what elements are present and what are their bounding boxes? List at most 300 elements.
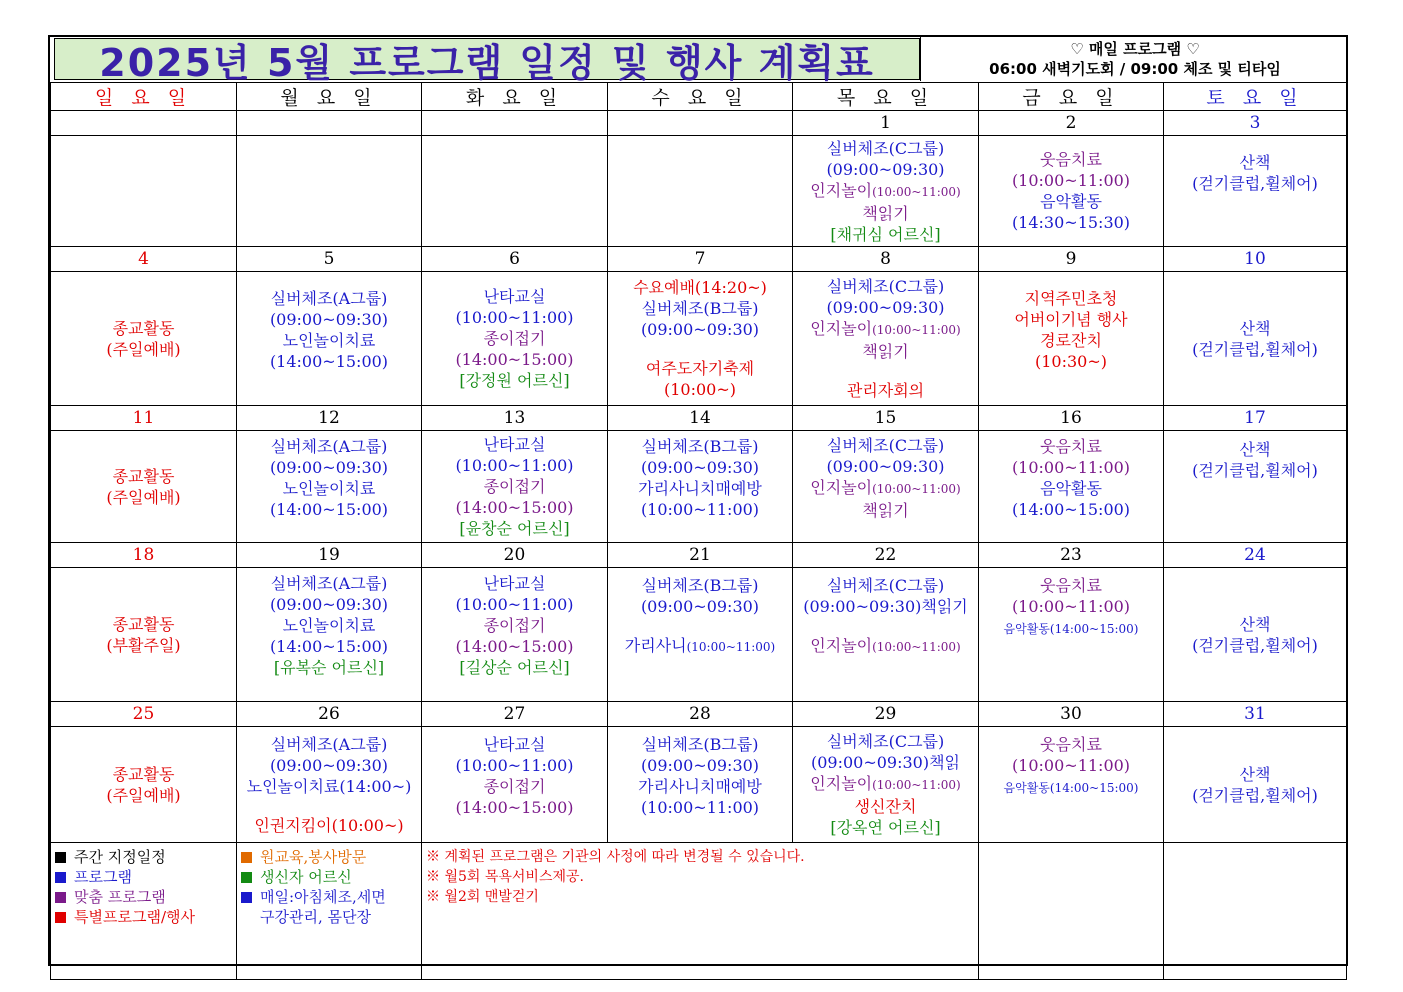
date-number: 21 bbox=[608, 543, 793, 568]
schedule-item bbox=[793, 477, 978, 500]
schedule-item bbox=[608, 734, 792, 755]
schedule-item bbox=[979, 640, 1163, 658]
schedule-cell-saturday bbox=[1164, 727, 1347, 843]
page-title: 2025년 5월 프로그램 일정 및 행사 계획표 bbox=[54, 38, 920, 80]
schedule-cell-tuesday bbox=[422, 727, 608, 843]
schedule-item bbox=[1164, 517, 1346, 535]
schedule-item bbox=[237, 309, 421, 330]
schedule-cell-tuesday bbox=[422, 568, 608, 702]
date-number: 26 bbox=[237, 702, 422, 727]
schedule-cell-sunday bbox=[51, 431, 237, 543]
schedule-item-text: [윤창순 어르신] bbox=[459, 519, 570, 538]
schedule-item-text: (걷기클럽,휠체어) bbox=[1192, 635, 1318, 655]
weekday-friday: 금 요 일 bbox=[979, 83, 1164, 111]
schedule-item-text: 노인놀이치료 bbox=[282, 330, 376, 350]
date-number: 10 bbox=[1164, 247, 1347, 272]
schedule-item bbox=[422, 734, 607, 755]
schedule-item bbox=[979, 149, 1163, 170]
schedule-item bbox=[979, 499, 1163, 520]
schedule-item-text: 실버체조(B그룹) bbox=[641, 436, 759, 456]
legend-label: 맞춤 프로그램 bbox=[74, 888, 166, 906]
schedule-item bbox=[237, 372, 421, 390]
date-number: 31 bbox=[1164, 702, 1347, 727]
schedule-cell-tuesday bbox=[422, 136, 608, 247]
schedule-cell-wednesday bbox=[608, 431, 793, 543]
date-number bbox=[608, 111, 793, 136]
schedule-item-text: 책읽기 bbox=[862, 500, 909, 520]
schedule-item bbox=[793, 362, 978, 380]
schedule-item bbox=[1164, 614, 1346, 635]
date-number: 22 bbox=[793, 543, 979, 568]
schedule-item bbox=[608, 457, 792, 478]
schedule-item bbox=[608, 776, 792, 797]
schedule-item bbox=[422, 370, 607, 391]
schedule-item bbox=[237, 776, 421, 797]
schedule-item-text: (14:30~15:30) bbox=[1011, 213, 1131, 232]
date-row bbox=[51, 247, 1347, 272]
schedule-item-text: 산책 bbox=[1239, 318, 1271, 338]
date-number bbox=[237, 111, 422, 136]
schedule-item-text: (10:00~11:00) bbox=[640, 797, 760, 817]
schedule-item-text: (걷기클럽,휠체어) bbox=[1192, 785, 1318, 805]
schedule-item-text: 실버체조(C그룹) bbox=[826, 732, 945, 751]
schedule-cell-monday bbox=[237, 272, 422, 406]
schedule-cell-wednesday bbox=[608, 136, 793, 247]
schedule-item-text: 인지놀이 bbox=[810, 774, 873, 793]
schedule-item-text: (14:00~15:00) bbox=[455, 797, 574, 817]
schedule-item-text: 실버체조(A그룹) bbox=[270, 288, 388, 308]
schedule-item-text: (걷기클럽,휠체어) bbox=[1192, 460, 1318, 480]
schedule-item bbox=[237, 499, 421, 520]
header bbox=[50, 37, 1346, 83]
schedule-item bbox=[51, 764, 236, 785]
daily-program-heading: ♡ 매일 프로그램 ♡ bbox=[1070, 40, 1200, 58]
schedule-item-text: 가리사니치매예방 bbox=[638, 478, 762, 498]
schedule-item bbox=[793, 575, 978, 596]
date-row bbox=[51, 406, 1347, 431]
schedule-item bbox=[1164, 764, 1346, 785]
legend-label: 구강관리, 몸단장 bbox=[260, 908, 371, 926]
schedule-item bbox=[237, 457, 421, 478]
schedule-item bbox=[237, 636, 421, 657]
legend-item bbox=[241, 867, 417, 887]
legend-swatch-icon bbox=[55, 872, 66, 883]
legend-label: 생신자 어르신 bbox=[260, 868, 352, 886]
schedule-cell-wednesday bbox=[608, 568, 793, 702]
schedule-item bbox=[793, 500, 978, 521]
schedule-cell-saturday bbox=[1164, 136, 1347, 247]
schedule-cell-saturday bbox=[1164, 568, 1347, 702]
schedule-item-text: 실버체조(B그룹) bbox=[641, 734, 759, 754]
schedule-item bbox=[793, 773, 978, 796]
schedule-item bbox=[793, 817, 978, 838]
schedule-item bbox=[979, 170, 1163, 191]
legend-label: 주간 지정일정 bbox=[74, 848, 166, 866]
schedule-item bbox=[608, 499, 792, 520]
date-number: 14 bbox=[608, 406, 793, 431]
schedule-item-text: 실버체조(C그룹) bbox=[826, 435, 945, 455]
schedule-item-text: (09:00~09:30) bbox=[640, 597, 760, 616]
schedule-item bbox=[793, 180, 978, 203]
schedule-item bbox=[422, 328, 607, 349]
schedule-item-text: 어버이기념 행사 bbox=[1014, 309, 1128, 329]
schedule-item-text: [채귀심 어르신] bbox=[830, 224, 941, 244]
schedule-item bbox=[51, 614, 236, 635]
schedule-cell-sunday bbox=[51, 568, 237, 702]
legend-swatch-icon bbox=[55, 852, 66, 863]
schedule-row bbox=[51, 727, 1347, 843]
schedule-cell-monday bbox=[237, 727, 422, 843]
date-number: 18 bbox=[51, 543, 237, 568]
schedule-item bbox=[237, 594, 421, 615]
schedule-item bbox=[422, 518, 607, 539]
schedule-item-text: (09:00~09:30) bbox=[826, 159, 945, 179]
schedule-item bbox=[1164, 439, 1346, 460]
date-number: 11 bbox=[51, 406, 237, 431]
date-number: 1 bbox=[793, 111, 979, 136]
notes-cell bbox=[422, 843, 979, 980]
schedule-cell-thursday bbox=[793, 431, 979, 543]
legend-swatch-icon bbox=[55, 912, 66, 923]
schedule-item-text: 인권지킴이(10:00~) bbox=[254, 815, 404, 835]
schedule-item-text: 인지놀이 bbox=[810, 319, 873, 338]
schedule-item bbox=[422, 455, 607, 476]
schedule-item bbox=[422, 755, 607, 776]
schedule-item bbox=[793, 318, 978, 341]
date-number: 30 bbox=[979, 702, 1164, 727]
schedule-item bbox=[237, 288, 421, 309]
schedule-item bbox=[793, 731, 978, 752]
schedule-item-text: 종이접기 bbox=[483, 329, 546, 348]
schedule-item bbox=[793, 159, 978, 180]
schedule-item-text: (14:00~15:00) bbox=[455, 498, 574, 517]
schedule-item bbox=[422, 678, 607, 696]
schedule-item-text: 생신잔치 bbox=[854, 797, 917, 816]
schedule-item bbox=[793, 224, 978, 245]
schedule-item-text: 실버체조(A그룹) bbox=[270, 574, 388, 593]
schedule-item-text: 실버체조(A그룹) bbox=[270, 436, 388, 456]
schedule-item-text: (14:00~15:00) bbox=[455, 637, 574, 656]
schedule-item bbox=[237, 330, 421, 351]
schedule-item bbox=[979, 478, 1163, 499]
schedule-item-text: 산책 bbox=[1239, 614, 1271, 634]
schedule-cell-sunday bbox=[51, 136, 237, 247]
schedule-item-text: (14:00~15:00) bbox=[269, 351, 389, 371]
schedule-item-text: [강옥연 어르신] bbox=[830, 818, 941, 837]
date-number: 2 bbox=[979, 111, 1164, 136]
schedule-item-text: 종이접기 bbox=[483, 616, 546, 635]
date-number bbox=[422, 111, 608, 136]
schedule-item-text: (걷기클럽,휠체어) bbox=[1192, 174, 1318, 193]
date-number: 16 bbox=[979, 406, 1164, 431]
schedule-row bbox=[51, 272, 1347, 406]
schedule-cell-thursday bbox=[793, 727, 979, 843]
schedule-item-text: (09:00~09:30) bbox=[826, 298, 945, 317]
schedule-item bbox=[608, 478, 792, 499]
schedule-item bbox=[608, 635, 792, 658]
legend-label: 프로그램 bbox=[74, 868, 132, 886]
date-number: 7 bbox=[608, 247, 793, 272]
schedule-cell-monday bbox=[237, 568, 422, 702]
schedule-item bbox=[979, 309, 1163, 330]
schedule-item bbox=[237, 478, 421, 499]
schedule-item-text: 실버체조(C그룹) bbox=[826, 138, 945, 158]
date-number: 15 bbox=[793, 406, 979, 431]
schedule-item bbox=[608, 520, 792, 538]
schedule-item-text: 실버체조(C그룹) bbox=[826, 277, 945, 296]
schedule-item-text: (부활주일) bbox=[106, 635, 181, 655]
schedule-item bbox=[979, 596, 1163, 617]
schedule-item-text: 음악활동 bbox=[1040, 478, 1102, 498]
schedule-item-text: 음악활동 bbox=[1040, 192, 1102, 211]
schedule-item bbox=[608, 436, 792, 457]
schedule-cell-friday bbox=[979, 272, 1164, 406]
schedule-item-text: 종이접기 bbox=[483, 776, 546, 796]
legend-item bbox=[55, 867, 232, 887]
schedule-item-time: (10:00~11:00) bbox=[872, 778, 961, 792]
schedule-item-text: (10:30~) bbox=[1035, 351, 1107, 371]
schedule-item-text: 책읽기 bbox=[862, 203, 909, 223]
schedule-item-text: 실버체조(B그룹) bbox=[641, 299, 759, 318]
date-number: 8 bbox=[793, 247, 979, 272]
schedule-item bbox=[979, 520, 1163, 538]
schedule-item-text: 웃음치료 bbox=[1040, 436, 1102, 456]
schedule-item bbox=[793, 276, 978, 297]
calendar-frame bbox=[48, 35, 1348, 966]
legend-item bbox=[241, 847, 417, 867]
schedule-item bbox=[608, 658, 792, 676]
schedule-item bbox=[422, 797, 607, 818]
schedule-item bbox=[237, 734, 421, 755]
schedule-item-text: (10:00~11:00) bbox=[455, 595, 574, 614]
schedule-item bbox=[793, 617, 978, 635]
schedule-row bbox=[51, 431, 1347, 543]
schedule-item bbox=[793, 341, 978, 362]
schedule-item bbox=[793, 596, 978, 617]
schedule-item bbox=[422, 434, 607, 455]
schedule-item-text: 지역주민초청 bbox=[1024, 288, 1118, 308]
schedule-item bbox=[1164, 194, 1346, 212]
schedule-item-text: 경로잔치 bbox=[1040, 330, 1102, 350]
legend-swatch-icon bbox=[241, 872, 252, 883]
schedule-item-text: 실버체조(C그룹) bbox=[826, 576, 945, 595]
schedule-item-text: (14:00~15:00) bbox=[1011, 499, 1131, 519]
schedule-cell-monday bbox=[237, 136, 422, 247]
schedule-item-text: (09:00~09:30) bbox=[269, 755, 389, 775]
schedule-item bbox=[793, 297, 978, 318]
schedule-item-text: (09:00~09:30) bbox=[269, 595, 389, 614]
date-row bbox=[51, 543, 1347, 568]
schedule-item bbox=[237, 678, 421, 696]
schedule-item bbox=[979, 288, 1163, 309]
schedule-row bbox=[51, 136, 1347, 247]
schedule-item bbox=[608, 319, 792, 340]
schedule-cell-sunday bbox=[51, 727, 237, 843]
schedule-item-text: (10:00~11:00) bbox=[455, 308, 574, 327]
schedule-item-text: (10:00~11:00) bbox=[455, 755, 574, 775]
daily-program-schedule: 06:00 새벽기도회 / 09:00 체조 및 티타임 bbox=[989, 60, 1281, 78]
schedule-cell-friday bbox=[979, 431, 1164, 543]
daily-program-box bbox=[920, 37, 1349, 81]
schedule-item-text: 웃음치료 bbox=[1040, 150, 1102, 169]
legend-swatch-icon bbox=[241, 852, 252, 863]
schedule-item bbox=[422, 636, 607, 657]
schedule-item-text: 수요예배(14:20~) bbox=[633, 278, 767, 297]
schedule-item bbox=[237, 815, 421, 836]
schedule-item-text: 노인놀이치료(14:00~) bbox=[246, 776, 412, 796]
schedule-item bbox=[237, 797, 421, 815]
date-number: 28 bbox=[608, 702, 793, 727]
schedule-item-text: (걷기클럽,휠체어) bbox=[1192, 339, 1318, 359]
schedule-item bbox=[422, 286, 607, 307]
schedule-item bbox=[979, 372, 1163, 390]
schedule-item bbox=[608, 379, 792, 400]
schedule-item-text: 산책 bbox=[1239, 764, 1271, 784]
legend-item bbox=[241, 907, 417, 927]
schedule-item bbox=[979, 617, 1163, 640]
schedule-item bbox=[608, 755, 792, 776]
schedule-item-text: 노인놀이치료 bbox=[282, 616, 376, 635]
schedule-cell-friday bbox=[979, 568, 1164, 702]
schedule-item bbox=[979, 351, 1163, 372]
schedule-item-time: (10:00~11:00) bbox=[872, 323, 961, 337]
schedule-item-text: (14:00~15:00) bbox=[455, 350, 574, 369]
schedule-item-text: (10:00~) bbox=[664, 380, 736, 399]
schedule-item-text: (10:00~11:00) bbox=[1011, 756, 1131, 775]
schedule-item-text: 인지놀이 bbox=[810, 477, 873, 497]
legend-label: 원교육,봉사방문 bbox=[260, 848, 367, 866]
schedule-item bbox=[608, 676, 792, 694]
schedule-item-text: 가리사니치매예방 bbox=[638, 776, 762, 796]
schedule-item bbox=[979, 817, 1163, 835]
schedule-item bbox=[979, 330, 1163, 351]
schedule-item bbox=[51, 466, 236, 487]
schedule-item bbox=[1164, 212, 1346, 230]
legend-empty-friday bbox=[979, 843, 1164, 980]
schedule-item-text: 웃음치료 bbox=[1040, 576, 1102, 595]
schedule-item bbox=[237, 657, 421, 678]
schedule-item-text: (10:00~11:00) bbox=[1011, 597, 1131, 616]
schedule-item bbox=[422, 476, 607, 497]
schedule-item bbox=[979, 734, 1163, 755]
legend-item bbox=[55, 887, 232, 907]
schedule-cell-sunday bbox=[51, 272, 237, 406]
schedule-item bbox=[51, 785, 236, 806]
schedule-item bbox=[608, 818, 792, 836]
schedule-item-time: (10:00~11:00) bbox=[686, 640, 776, 654]
schedule-item bbox=[1164, 318, 1346, 339]
schedule-item bbox=[1164, 499, 1346, 517]
schedule-cell-tuesday bbox=[422, 431, 608, 543]
schedule-item bbox=[422, 349, 607, 370]
schedule-item-text: 인지놀이 bbox=[810, 180, 873, 200]
schedule-item bbox=[51, 318, 236, 339]
schedule-cell-friday bbox=[979, 727, 1164, 843]
schedule-item bbox=[979, 799, 1163, 817]
date-row bbox=[51, 111, 1347, 136]
date-number: 29 bbox=[793, 702, 979, 727]
schedule-item-text: (10:00~11:00) bbox=[640, 499, 760, 519]
schedule-item bbox=[979, 755, 1163, 776]
schedule-item bbox=[979, 658, 1163, 676]
legend-item bbox=[55, 847, 232, 867]
schedule-item bbox=[237, 436, 421, 457]
date-number: 20 bbox=[422, 543, 608, 568]
date-number: 3 bbox=[1164, 111, 1347, 136]
schedule-item bbox=[793, 635, 978, 658]
schedule-item bbox=[237, 755, 421, 776]
weekday-wednesday: 수 요 일 bbox=[608, 83, 793, 111]
schedule-cell-friday bbox=[979, 136, 1164, 247]
schedule-item bbox=[979, 776, 1163, 799]
note-line: ※ 계획된 프로그램은 기관의 사정에 따라 변경될 수 있습니다. bbox=[426, 849, 805, 865]
schedule-item bbox=[979, 457, 1163, 478]
schedule-item bbox=[608, 298, 792, 319]
schedule-item bbox=[1164, 152, 1346, 173]
schedule-item-text: (10:00~11:00) bbox=[1011, 171, 1131, 190]
schedule-item bbox=[608, 797, 792, 818]
date-number: 25 bbox=[51, 702, 237, 727]
note-line: ※ 월2회 맨발걷기 bbox=[426, 889, 539, 905]
schedule-cell-wednesday bbox=[608, 727, 793, 843]
schedule-item bbox=[793, 435, 978, 456]
schedule-item-text: 산책 bbox=[1239, 439, 1271, 459]
schedule-item-time: (10:00~11:00) bbox=[872, 184, 961, 199]
schedule-item-text: (09:00~09:30)책읽기 bbox=[803, 597, 968, 616]
schedule-item bbox=[793, 658, 978, 676]
schedule-item bbox=[979, 575, 1163, 596]
schedule-item bbox=[237, 351, 421, 372]
schedule-item bbox=[422, 776, 607, 797]
schedule-item bbox=[422, 497, 607, 518]
schedule-item-time: (14:00~15:00) bbox=[1049, 781, 1139, 795]
schedule-item-text: 노인놀이치료 bbox=[282, 478, 376, 498]
schedule-item bbox=[793, 203, 978, 224]
date-number: 24 bbox=[1164, 543, 1347, 568]
date-row bbox=[51, 702, 1347, 727]
schedule-item-text: 종교활동 bbox=[112, 466, 175, 486]
schedule-item-text: [길상순 어르신] bbox=[459, 658, 570, 677]
schedule-item bbox=[422, 573, 607, 594]
schedule-item-time: (10:00~11:00) bbox=[872, 481, 961, 496]
schedule-item bbox=[1164, 635, 1346, 656]
schedule-item-text: (10:00~11:00) bbox=[455, 456, 574, 475]
schedule-item-text: (09:00~09:30)책읽 bbox=[810, 753, 961, 772]
date-number: 23 bbox=[979, 543, 1164, 568]
schedule-item-text: (09:00~09:30) bbox=[826, 456, 945, 476]
schedule-item bbox=[979, 436, 1163, 457]
schedule-row bbox=[51, 568, 1347, 702]
schedule-item-time: (14:00~15:00) bbox=[1049, 622, 1139, 636]
schedule-item-text: (14:00~15:00) bbox=[269, 499, 389, 519]
schedule-item-text: 여주도자기축제 bbox=[645, 359, 755, 378]
schedule-item bbox=[422, 594, 607, 615]
date-number: 27 bbox=[422, 702, 608, 727]
schedule-cell-monday bbox=[237, 431, 422, 543]
schedule-item bbox=[979, 676, 1163, 694]
legend-label: 매일:아침체조,세면 bbox=[260, 888, 386, 906]
schedule-item bbox=[793, 521, 978, 539]
schedule-cell-wednesday bbox=[608, 272, 793, 406]
date-number: 4 bbox=[51, 247, 237, 272]
schedule-item-text: (14:00~15:00) bbox=[269, 637, 389, 656]
schedule-item bbox=[793, 752, 978, 773]
schedule-item bbox=[51, 487, 236, 508]
weekday-header-row bbox=[51, 83, 1347, 111]
date-number: 6 bbox=[422, 247, 608, 272]
schedule-item bbox=[1164, 481, 1346, 499]
date-number: 5 bbox=[237, 247, 422, 272]
